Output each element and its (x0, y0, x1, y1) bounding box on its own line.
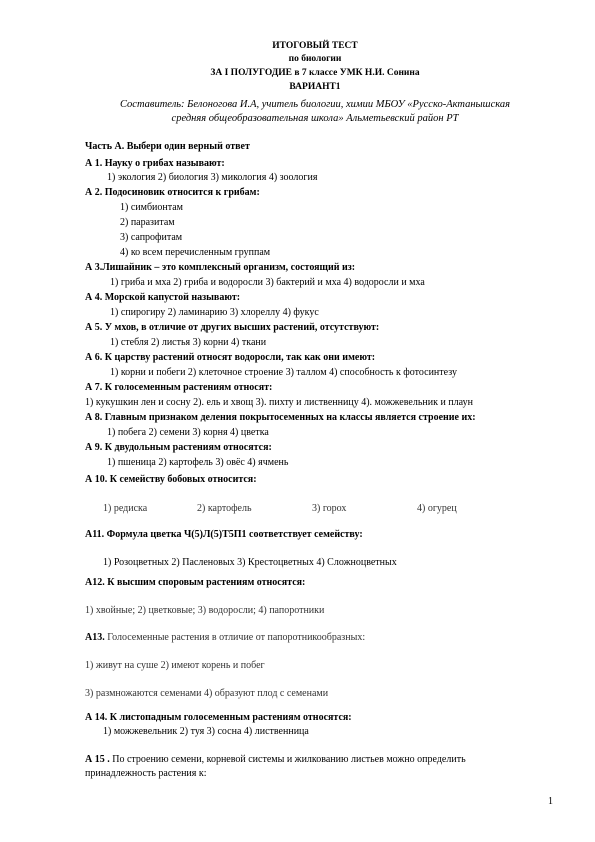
answer-a2-4: 4) ко всем перечисленным группам (120, 247, 271, 258)
question-a15-text-2: принадлежность растения к: (85, 768, 207, 779)
answer-a2-3: 3) сапрофитам (120, 232, 183, 243)
answer-a10-1: 1) редиска (103, 503, 148, 514)
question-a11: А11. Формула цветка Ч(5)Л(5)Т5П1 соответствует семейству: (85, 529, 363, 540)
question-a13-label: А13. (85, 632, 105, 643)
question-a6: А 6. К царству растений относят водоросли, так как они имеют: (85, 352, 376, 363)
author-line-2: средняя общеобразовательная школа» Альметьевский район РТ (171, 113, 459, 124)
test-subject: по биологии (288, 54, 342, 64)
answers-a3: 1) гриба и мха 2) гриба и водоросли 3) бактерий и мха 4) водоросли и мха (110, 277, 425, 288)
question-a12: А12. К высшим споровым растениям относятся: (85, 577, 306, 588)
question-a9: А 9. К двудольным растениям относятся: (85, 442, 272, 453)
question-a14: А 14. К листопадным голосеменным растениям относятся: (85, 712, 352, 723)
page-number: 1 (548, 796, 553, 807)
question-a15 (85, 753, 466, 766)
question-a15-text-1: По строению семени, корневой системы и жилкованию листьев можно определить (112, 754, 466, 765)
author-line-1: Составитель: Белоногова И.А, учитель биологии, химии МБОУ «Русско-Актанышская (119, 99, 511, 110)
test-variant: ВАРИАНТ1 (289, 82, 341, 92)
question-a4: А 4. Морской капустой называют: (85, 292, 241, 303)
part-a-title: Часть А. Выбери один верный ответ (85, 141, 250, 152)
question-a13 (85, 631, 365, 644)
answers-a9: 1) пшеница 2) картофель 3) овёс 4) ячмень (107, 457, 289, 468)
answers-a13-line2: 3) размножаются семенами 4) образуют плод с семенами (85, 688, 329, 699)
answers-a4: 1) спирогиру 2) ламинарию 3) хлореллу 4) фукус (110, 307, 319, 318)
answers-a11: 1) Розоцветных 2) Пасленовых 3) Крестоцветных 4) Сложноцветных (103, 557, 397, 568)
answers-a5: 1) стебля 2) листья 3) корни 4) ткани (110, 337, 267, 348)
answer-a2-2: 2) паразитам (120, 217, 175, 228)
question-a1: А 1. Науку о грибах называют: (85, 158, 225, 169)
answer-a10-2: 2) картофель (197, 503, 252, 514)
question-a8: А 8. Главным признаком деления покрытосеменных на классы является строение их: (85, 412, 476, 423)
question-a13-text: Голосеменные растения в отличие от папоротникообразных: (107, 632, 366, 643)
answers-a8: 1) побега 2) семени 3) корня 4) цветка (107, 427, 269, 438)
question-a10: А 10. К семейству бобовых относится: (85, 474, 257, 485)
answer-a10-3: 3) горох (312, 503, 347, 514)
answers-a1: 1) экология 2) биология 3) микология 4) зоология (107, 172, 318, 183)
question-a3: А 3.Лишайник – это комплексный организм, состоящий из: (85, 262, 356, 273)
test-period: ЗА I ПОЛУГОДИЕ в 7 классе УМК Н.И. Сонина (210, 68, 420, 78)
answer-a2-1: 1) симбионтам (120, 202, 183, 213)
question-a5: А 5. У мхов, в отличие от других высших растений, отсутствуют: (85, 322, 380, 333)
answers-a13-line1: 1) живут на суше 2) имеют корень и побег (85, 660, 265, 671)
answers-a14: 1) можжевельник 2) туя 3) сосна 4) лиственница (103, 726, 309, 737)
question-a2: А 2. Подосиновик относится к грибам: (85, 187, 260, 198)
answers-a6: 1) корни и побеги 2) клеточное строение 3) таллом 4) способность к фотосинтезу (110, 367, 457, 378)
question-a15-label: А 15 . (85, 754, 110, 765)
answer-a10-4: 4) огурец (417, 503, 457, 514)
test-title: ИТОГОВЫЙ ТЕСТ (272, 41, 358, 51)
answers-a7: 1) кукушкин лен и сосну 2). ель и хвощ 3). пихту и лиственницу 4). можжевельник и плаун (85, 397, 473, 408)
question-a7: А 7. К голосеменным растениям относят: (85, 382, 273, 393)
answers-a12: 1) хвойные; 2) цветковые; 3) водоросли; 4) папоротники (85, 605, 325, 616)
